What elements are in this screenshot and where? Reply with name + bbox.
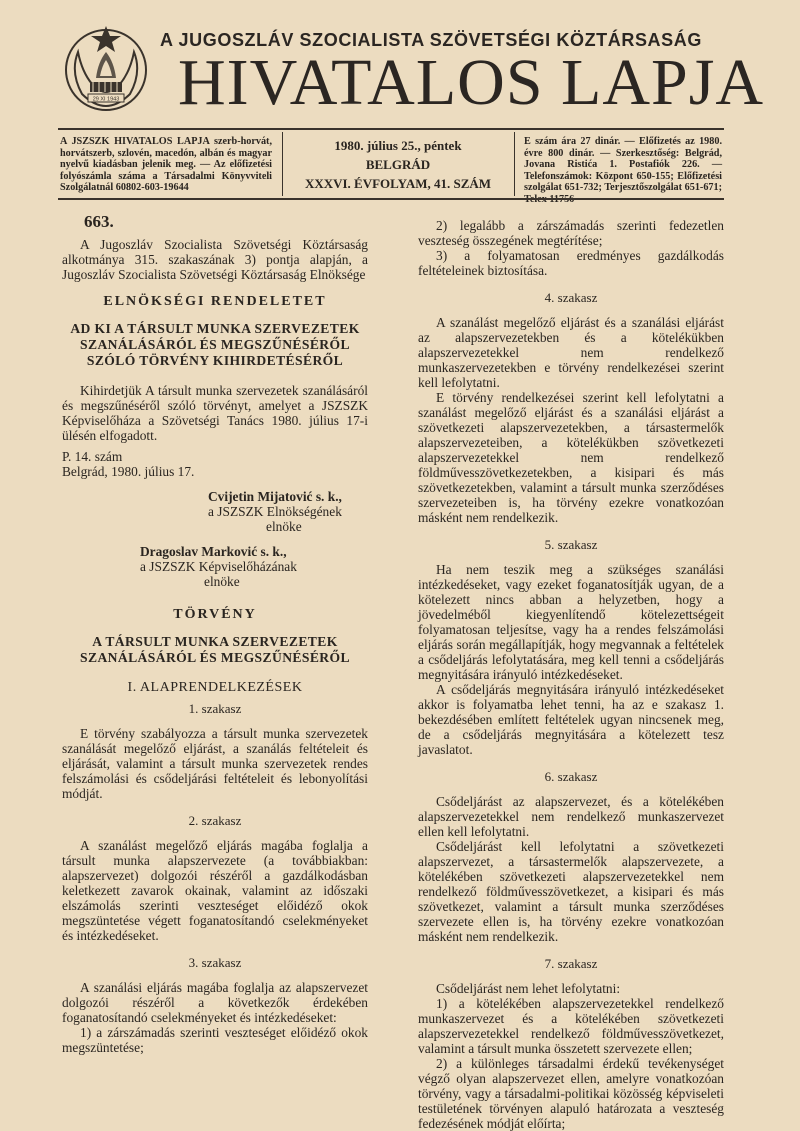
section-5-paragraph-2: A csődeljárás megnyitására irányuló intézkedéseket akkor is folyamatba lehet tenni, ha az e szakasz 1. bekezdésében említett feltételek ugyan nincsenek meg, de a csődeljárás megnyitására a kötelezett tesz javaslatot. — [418, 682, 724, 757]
section-5-paragraph-1: Ha nem teszik meg a szükséges szanálási intézkedéseket, vagy ezeket foganatosítják ugyan, de a kötelezett nincs abban a helyzetben, hogy a jövedelméből kiegyenlítendő kötelezettségeit folyamatosan teljesítse, vagy ha a rendes felszámolási eljárás során megállapítják, hogy megvannak a feltételek a csődeljárás lefolytatására, meg kell tenni a csődeljárás megnyitására irányuló intézkedéseket. — [418, 562, 724, 682]
section-6-heading: 6. szakasz — [544, 769, 598, 784]
section-3-item-1: 1) a zárszámadás szerinti veszteséget előidéző okok megszüntetése; — [62, 1025, 368, 1055]
signer-2-name: Dragoslav Marković s. k., — [140, 544, 287, 559]
p-number: P. 14. szám — [62, 449, 123, 464]
issue-number: XXXVI. ÉVFOLYAM, 41. SZÁM — [304, 176, 492, 191]
issue-info — [288, 136, 508, 193]
signer-1-role-2: elnöke — [266, 519, 302, 534]
section-5-heading: 5. szakasz — [544, 537, 598, 552]
price-info: E szám ára 27 dinár. — Előfizetés az 1980. évre 800 dinár. — Szerkesztőség: Belgrád, Jovana Ristića 1. Postafiók 226. — Telefonszámok: Központ 650-155; Előfizetési szolgálat 651-732; Terjesztőszolgálat 651-671; — [524, 136, 722, 194]
divider-right — [514, 132, 515, 196]
header-rule-bottom — [58, 198, 724, 200]
signer-2-role: a JSZSZK Képviselőházának — [140, 559, 297, 574]
decree-heading: ELNÖKSÉGI RENDELETET — [103, 294, 327, 309]
section-3-item-2: 2) legalább a zárszámadás szerinti fedezetlen veszteség összegének megtérítése; — [418, 218, 724, 248]
intro-paragraph: A Jugoszláv Szocialista Szövetségi Köztársaság alkotmánya 315. szakaszának 3) pontja alapján, a Jugoszláv Szocialista Szövetségi Köztársaság Elnöksége — [62, 237, 368, 282]
section-7-heading: 7. szakasz — [544, 956, 598, 971]
republic-title: A JUGOSZLÁV SZOCIALISTA SZÖVETSÉGI KÖZTÁRSASÁG — [160, 30, 702, 50]
chapter-heading: I. ALAPRENDELKEZÉSEK — [127, 680, 303, 695]
divider-left — [282, 132, 283, 196]
section-7-item-2: 2) a különleges társadalmi érdekű tevékenységet végző olyan alapszervezet ellen, amelyre vonatkozóan törvény, vagy a társadalmi-politikai közösség képviseleti testületének törvényen alapuló határozata a veszteség fedezésének módját előírta; — [418, 1056, 724, 1131]
signature-1 — [62, 489, 368, 534]
state-emblem-icon — [60, 22, 152, 114]
signer-1-name: Cvijetin Mijatović s. k., — [208, 489, 342, 504]
section-7-item-1: 1) a kötelékében alapszervezetekkel rendelkező munkaszervezet és a kötelékében szövetkezeti alapszervezetekkel rendelkező földművesszövetkezet, valamint a társult munka összetett szervezete ellen; — [418, 996, 724, 1056]
emblem-date: 29 XI 1943 — [92, 96, 120, 103]
issue-date: 1980. július 25., péntek — [334, 138, 462, 153]
section-3-text: A szanálási eljárás magába foglalja az alapszervezet dolgozói részéről a következők érdekében foganatosítandó cselekményeket és intézkedéseket: — [62, 980, 368, 1025]
header-rule-top — [58, 128, 724, 130]
decree-title: AD KI A TÁRSULT MUNKA SZERVEZETEK SZANÁLÁSÁRÓL ÉS MEGSZŰNÉSÉRŐL SZÓLÓ TÖRVÉNY KIHIRDETÉSÉRŐL — [70, 321, 360, 368]
act-number: 663. — [84, 212, 114, 231]
decree-text: Kihirdetjük A társult munka szervezetek szanálásáról és megszűnéséről szóló törvényt, amelyet a JSZSZK Képviselőháza a Szövetségi Tanács 1980. július 17-i ülésén elfogadott. — [62, 383, 368, 443]
section-2-heading: 2. szakasz — [188, 813, 242, 828]
signature-2 — [62, 544, 368, 589]
gazette-title: HIVATALOS LAPJA — [178, 46, 765, 119]
section-3-item-3: 3) a folyamatosan eredményes gazdálkodás feltételeinek biztosítása. — [418, 248, 724, 278]
section-3-heading: 3. szakasz — [188, 955, 242, 970]
section-7-intro: Csődeljárást nem lehet lefolytatni: — [436, 981, 621, 996]
law-heading: TÖRVÉNY — [173, 607, 257, 622]
signer-1-role: a JSZSZK Elnökségének — [208, 504, 342, 519]
section-6-paragraph-2: Csődeljárást kell lefolytatni a szövetkezeti alapszervezet, a társastermelők alapszervezete, a kötelékében szövetkezeti alapszervezetekkel nem rendelkező földművesszövetkezet, a kisipari és más szövetkezet, valamint a társult munka szerződéses szervezete ellen is, ha törvény ezekre vonatkozóan másként nem rendelkezik. — [418, 839, 724, 944]
section-1-heading: 1. szakasz — [188, 701, 242, 716]
subscription-info: A JSZSZK HIVATALOS LAPJA szerb-horvát, horvátszerb, szlovén, macedón, albán és magyar nyelvű kiadásban jelenik meg. — Az előfizetési folyószámla száma a Társadalmi Könyvviteli Szolgálatnál 60802-603-19644 — [60, 136, 272, 194]
section-2-text: A szanálást megelőző eljárás magába foglalja a társult munka alapszervezete (a továbbiakban: alapszervezet) dolgozói részéről a gazdálkodásban keletkezett zavarok okainak, valamint az időszaki elszámolás szerinti veszteséget előidéző okok megszüntetése végett foganatosítandó cselekményeket és intézkedéseket. — [62, 838, 368, 943]
law-title: A TÁRSULT MUNKA SZERVEZETEK SZANÁLÁSÁRÓL ÉS MEGSZŰNÉSÉRŐL — [80, 634, 350, 665]
right-column — [418, 218, 724, 1131]
place-date: Belgrád, 1980. július 17. — [62, 464, 195, 479]
section-6-paragraph-1: Csődeljárást az alapszervezet, és a kötelékében alapszervezetekkel nem rendelkező munkaszervezet ellen kell lefolytatni. — [418, 794, 724, 839]
section-1-text: E törvény szabályozza a társult munka szervezetek szanálását megelőző eljárást, a szanálás feltételeit és eljárását, valamint a társult munka szervezetek rendes felszámolási és csődeljárási feltételeit és lebonyolítási módját. — [62, 726, 368, 801]
issue-city: BELGRÁD — [365, 157, 431, 172]
section-4-paragraph-2: E törvény rendelkezései szerint kell lefolytatni a szanálást megelőző eljárást és a szanálási eljárást a szövetkezeti alapszervezetekben, a társastermelők alapszervezeteiben, a kötelékükben szövetkezeti alapszervezetekkel nem rendelkező földművesszövetkezetekben, a kisipari és más szövetkezetekben, valamint a társult munka szerződéses szervezeteiben is, ha törvény ezekre vonatkozóan másként nem rendelkezik. — [418, 390, 724, 525]
signer-2-role-2: elnöke — [204, 574, 240, 589]
section-4-paragraph-1: A szanálást megelőző eljárást és a szanálási eljárást az alapszervezetekben és a kötelékükben alapszervezetekkel nem rendelkező munkaszervezetekben e törvény rendelkezései szerint kell lefolytatni. — [418, 315, 724, 390]
section-4-heading: 4. szakasz — [544, 290, 598, 305]
left-column — [62, 214, 368, 1055]
